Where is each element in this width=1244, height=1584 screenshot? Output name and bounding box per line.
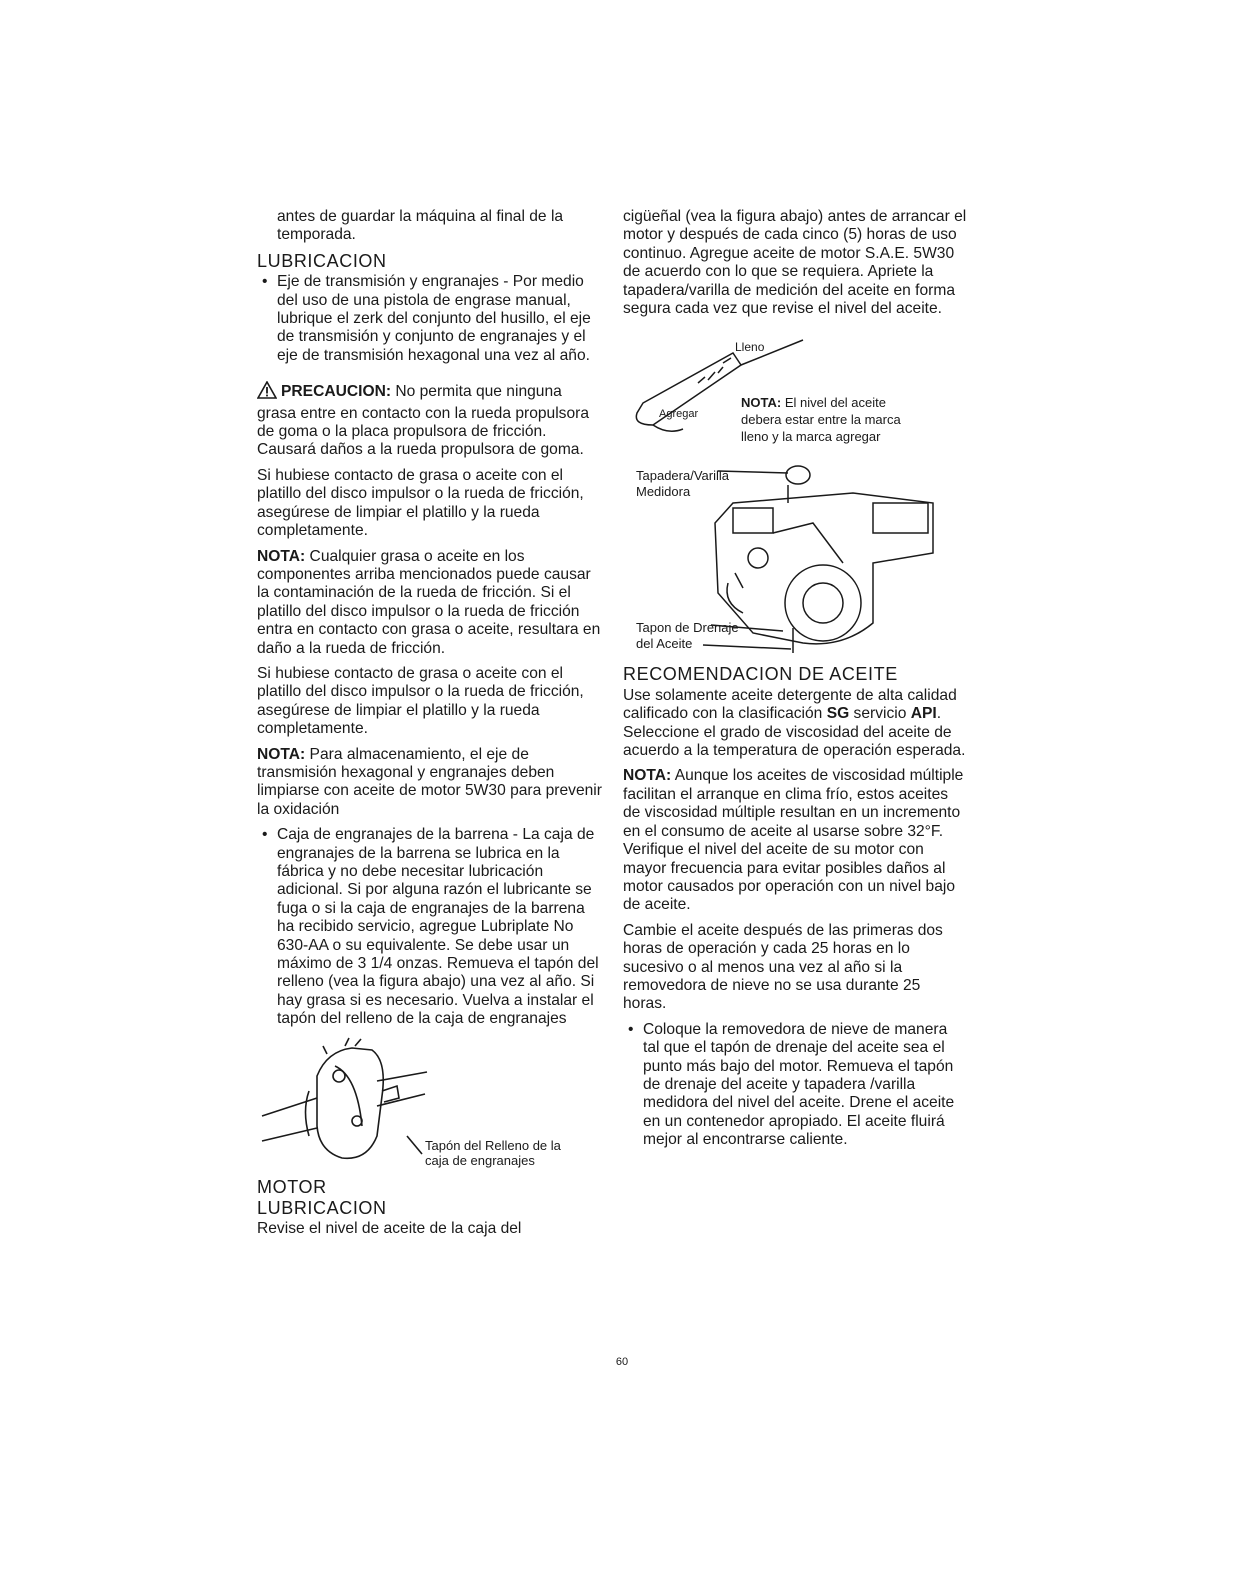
oil-use-paragraph: [623, 687, 968, 761]
caution-paragraph: [257, 381, 602, 460]
dipstick-note-line-2: debera estar entre la marca: [741, 412, 901, 428]
oil-grade-api: API: [910, 705, 937, 723]
engine-drain-label-2: del Aceite: [636, 636, 693, 652]
dipstick-lleno-label: Lleno: [735, 340, 765, 355]
bullet-coloque-text: Coloque la removedora de nieve de manera tal que el tapón de drenaje del aceite sea el punto más bajo del motor. Remueva el tapón de drenaje del aceite y tapadera /varilla medidora del nivel del aceite. Drene el aceite en un contenedor apropiado. El aceite fluirá mejor al encontrarse caliente.: [643, 1020, 955, 1149]
engine-illustration: [623, 463, 968, 663]
bullet-caja-text: Caja de engranajes de la barrena - La caja de engranajes de la barrena se lubrica en la fábrica y no debe necesitar lubricación adicional. Si por alguna razón el lubricante se fuga o si la caja de engranajes de la barrena ha recibido servicio, agregue Lubriplate No 630-AA o su equivalente. Se debe usar un máximo de 3 1/4 onzas. Remueva el tapón del relleno (vea la figura abajo) una vez al año. Si hay grasa si es necesario. Vuelva a instalar el tapón del relleno de la caja de engranajes: [277, 826, 599, 1028]
heading-lubricacion-motor: LUBRICACION: [257, 1198, 387, 1219]
bullet-eje-text: Eje de transmisión y engranajes - Por medio del uso de una pistola de engrase manual, lubrique el zerk del conjunto del husillo, el eje de transmisión y conjunto de engranajes y el eje de transmisión hexagonal una vez al año.: [277, 273, 591, 364]
nota-paragraph-1: [257, 548, 602, 658]
revise-paragraph: Revise el nivel de aceite de la caja del: [257, 1220, 522, 1238]
gearbox-label-line-2: caja de engranajes: [425, 1152, 535, 1168]
dipstick-nota-label: NOTA:: [741, 395, 782, 411]
dipstick-illustration: [623, 325, 968, 463]
oil-grade-sg: SG: [826, 705, 850, 723]
oil-use-text-1: Use solamente aceite detergente de alta calidad calificado con la clasificación: [623, 686, 957, 723]
heading-lubricacion: LUBRICACION: [257, 250, 387, 271]
bullet-dot: •: [628, 1020, 634, 1038]
dipstick-agregar-label: Agregar: [659, 408, 699, 421]
nota-label: NOTA:: [257, 745, 306, 763]
engine-figure: [623, 463, 968, 663]
contact-paragraph-1: Si hubiese contacto de grasa o aceite con el platillo del disco impulsor o la rueda de fricción, asegúrese de limpiar el platillo y la rueda completamente.: [257, 466, 584, 540]
caution-label: PRECAUCION:: [281, 383, 392, 401]
bullet-caja-engranajes: [257, 826, 602, 1028]
dipstick-figure: [623, 325, 968, 463]
nota-paragraph-viscosidad: [623, 767, 968, 914]
bullet-coloque: [623, 1021, 968, 1150]
oil-use-text-3: . Seleccione el grado de viscosidad del aceite de acuerdo a la temperatura de operación esperada.: [623, 705, 966, 760]
caution-text: No permita que ninguna grasa entre en contacto con la rueda propulsora de goma o la placa propulsora de fricción. Causará daños a la rueda propulsora de goma.: [257, 383, 590, 459]
bullet-dot: •: [262, 826, 268, 844]
gearbox-figure: [257, 1036, 602, 1176]
nota-label: NOTA:: [257, 547, 306, 565]
oil-use-text-2: servicio: [849, 705, 911, 723]
engine-cap-label-1: Tapadera/Varilla: [636, 468, 729, 484]
engine-cap-label-2: Medidora: [636, 484, 691, 500]
dipstick-nota-text-1: El nivel del aceite: [781, 395, 886, 411]
dipstick-note-line-1: [741, 395, 886, 410]
warning-triangle-icon: [257, 381, 277, 404]
nota-label: NOTA:: [623, 767, 672, 785]
contact-paragraph-2: Si hubiese contacto de grasa o aceite con el platillo del disco impulsor o la rueda de fricción, asegúrese de limpiar el platillo y la rueda completamente.: [257, 664, 584, 738]
bullet-dot: •: [262, 273, 268, 291]
gearbox-illustration: [257, 1036, 602, 1176]
intro-text: antes de guardar la máquina al final de la temporada.: [277, 208, 564, 244]
nota-paragraph-2: [257, 746, 602, 820]
crankcase-paragraph: cigüeñal (vea la figura abajo) antes de arrancar el motor y después de cada cinco (5) horas de uso continuo. Agregue aceite de motor S.A.E. 5W30 de acuerdo con lo que se requiera. Apriete la tapadera/varilla de medición del aceite en forma segura cada vez que revise el nivel del aceite.: [623, 208, 967, 318]
bullet-eje-transmision: [257, 273, 602, 365]
heading-motor: MOTOR: [257, 1176, 327, 1197]
gearbox-label-line-1: Tapón del Relleno de la: [425, 1137, 561, 1153]
nota-viscosidad-text: Aunque los aceites de viscosidad múltiple facilitan el arranque en clima frío, estos aceites de viscosidad múltiple resultan en un incremento en el consumo de aceite al usarse sobre 32°F. Verifique el nivel del aceite de su motor con mayor frecuencia para evitar posibles daños al motor causados por operación con un nivel bajo de aceite.: [623, 767, 964, 914]
nota-2-text: Para almacenamiento, el eje de transmisión hexagonal y engranajes deben limpiarse con aceite de motor 5W30 para prevenir la oxidación: [257, 745, 602, 818]
heading-recomendacion: RECOMENDACION DE ACEITE: [623, 664, 898, 685]
change-oil-paragraph: Cambie el aceite después de las primeras dos horas de operación y cada 25 horas en lo sucesivo o al menos una vez al año si la removedora de nieve no se usa durante 25 horas.: [623, 921, 943, 1013]
left-column: [257, 208, 602, 1246]
right-column: [623, 208, 968, 1157]
dipstick-note-line-3: lleno y la marca agregar: [741, 429, 881, 445]
nota-1-text: Cualquier grasa o aceite en los componentes arriba mencionados puede causar la contaminación de la rueda de fricción. Si el platillo del disco impulsor o la rueda de fricción entra en contacto con grasa o aceite, resultara en daño a la rueda de fricción.: [257, 547, 601, 657]
page-number: 60: [615, 1356, 629, 1368]
engine-drain-label-1: Tapon de Drenaje: [636, 620, 739, 636]
